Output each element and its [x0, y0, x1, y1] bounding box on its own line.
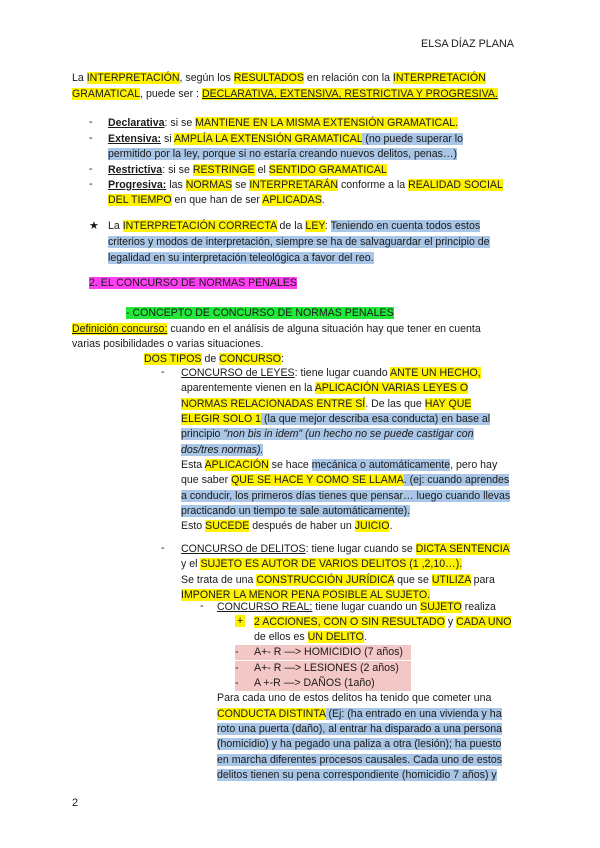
highlight-normas: NORMAS [185, 179, 233, 191]
type-text: : si se [164, 117, 196, 129]
highlight-interpretacion: INTERPRETACIÓN [86, 72, 180, 84]
delitos-text: que se [394, 574, 432, 586]
intro-text: en relación con la [303, 72, 393, 84]
example-text: A+- R —> LESIONES (2 años) [254, 662, 399, 674]
example-row-danos [235, 676, 411, 691]
type-text: conforme a la [338, 179, 409, 191]
blue-note: . (ej: cuando aprendes [403, 474, 510, 486]
leyes-text: aparentemente vienen en la [181, 382, 315, 394]
list-bullet: - [89, 132, 93, 144]
highlight-juicio: JUICIO [354, 520, 390, 532]
highlight-restringe: RESTRINGE [192, 164, 255, 176]
intro-text: La [72, 72, 87, 84]
list-bullet: - [161, 542, 165, 554]
example-bullet: - [235, 677, 239, 689]
star-text: de la [276, 220, 306, 232]
list-bullet: - [89, 163, 93, 175]
example-bullet: - [235, 662, 239, 674]
highlight-gramatical: GRAMATICAL [72, 88, 141, 100]
definition-text: : [280, 353, 284, 365]
label-concurso-delitos: CONCURSO de DELITOS [181, 543, 306, 555]
label-restrictiva: Restrictiva [108, 164, 163, 176]
highlight-aplicadas: APLICADAS [262, 194, 322, 206]
star-icon: ★ [89, 220, 99, 232]
label-progresiva: Progresiva: [108, 179, 167, 191]
label-concurso-leyes: CONCURSO de LEYES [181, 367, 295, 379]
page-header-author: ELSA DÍAZ PLANA [421, 38, 515, 50]
real-text: y [444, 616, 457, 628]
example-bullet: - [235, 646, 239, 658]
blue-note: a conducir, los primeros días tienes que pensar… luego cuando llevas [181, 490, 511, 502]
highlight-con-o-sin: CON O SIN RESULTADO [323, 616, 445, 628]
list-bullet: - [161, 366, 165, 378]
delitos-text: y el [181, 558, 201, 570]
leyes-text: : tiene lugar cuando [294, 367, 391, 379]
concept-heading [126, 307, 394, 319]
example-row-homicidio [235, 645, 411, 660]
highlight-sujeto-autor: SUJETO ES AUTOR DE VARIOS DELITOS (1 ,2,10…). [200, 558, 463, 570]
star-text: La [108, 220, 123, 232]
highlight-tiempo: DEL TIEMPO [108, 194, 172, 206]
highlight-un-delito: UN DELITO [307, 631, 364, 643]
real-text: tiene lugar cuando un [312, 601, 421, 613]
section-heading [89, 277, 297, 289]
definition-text: cuando en el análisis de alguna situación hay que tener en cuenta [167, 323, 481, 335]
highlight-dos-tipos: DOS TIPOS [144, 353, 202, 365]
leyes-text: . [389, 520, 393, 532]
highlight-2-acciones: 2 ACCIONES [254, 616, 318, 628]
blue-note: (homicidio) y ha pegado una paliza a otra (lesión); ha puesto [217, 738, 502, 750]
highlight-que-se-hace: QUE SE HACE Y COMO SE LLAMA [231, 474, 404, 486]
type-text: : si se [162, 164, 193, 176]
real-text: de ellos es [254, 631, 308, 643]
real-text: realiza [461, 601, 496, 613]
delitos-text: para [470, 574, 495, 586]
blue-note-italic: "non bis in idem" (un hecho no se puede castigar con [223, 428, 474, 440]
plus-bullet: + [237, 615, 244, 627]
highlight-sucede: SUCEDE [205, 520, 250, 532]
highlight-elegir-solo: ELEGIR SOLO 1 [181, 413, 262, 425]
highlight-aplicacion-varias: APLICACIÓN VARIAS LEYES O [314, 382, 469, 394]
section-title: 2. EL CONCURSO DE NORMAS PENALES [89, 277, 298, 289]
delitos-text: Se trata de una [181, 574, 257, 586]
blue-note: Teniendo en cuenta todos estos [330, 220, 481, 232]
star-text: : [324, 220, 331, 232]
blue-note: roto una puerta (daño), al entrar ha disparado a una persona [217, 723, 503, 735]
label-declarativa: Declarativa [108, 117, 165, 129]
highlight-conducta-distinta: CONDUCTA DISTINTA [217, 708, 326, 720]
highlight-construccion: CONSTRUCCIÓN JURÍDICA [256, 574, 395, 586]
example-text: A+- R —> HOMICIDIO (7 años) [254, 646, 403, 658]
highlight-aplicacion: APLICACIÓN [204, 459, 269, 471]
type-text: si [161, 133, 174, 145]
blue-note: en marcha diferentes procesos causales. Cada uno de estos [217, 754, 503, 766]
real-text: . [363, 631, 367, 643]
blue-note: delitos tienen su pena correspondiente (homicidio 7 años) y [217, 769, 497, 781]
highlight-amplia: AMPLÍA LA EXTENSIÓN GRAMATICAL [173, 133, 363, 145]
definition-text: de [201, 353, 220, 365]
leyes-text: . De las que [365, 398, 425, 410]
blue-note-italic: dos/tres normas). [181, 444, 264, 456]
highlight-comma: , [317, 616, 324, 628]
highlight-interpretaran: INTERPRETARÁN [249, 179, 338, 191]
highlight-ante-un-hecho: ANTE UN HECHO, [390, 367, 481, 379]
type-text: el [254, 164, 269, 176]
intro-text: , puede ser : [140, 88, 202, 100]
highlight-imponer: IMPONER LA MENOR PENA POSIBLE AL SUJETO. [181, 589, 431, 601]
page-number: 2 [72, 797, 79, 809]
highlight-utiliza: UTILIZA [431, 574, 471, 586]
blue-note: practicando un tiempo te sale automáticamente). [181, 505, 411, 517]
label-extensiva: Extensiva: [108, 133, 161, 145]
highlight-interpretacion-correcta: INTERPRETACIÓN CORRECTA [122, 220, 277, 232]
highlight-cada-uno: CADA UNO [456, 616, 512, 628]
highlight-concurso: CONCURSO [219, 353, 281, 365]
example-text: A +-R —> DAÑOS (1año) [254, 677, 375, 689]
blue-note: principio [181, 428, 224, 440]
real-text: Para cada uno de estos delitos ha tenido que cometer una [217, 692, 492, 704]
type-text: en que han de ser [171, 194, 263, 206]
highlight-normas-relacionadas: NORMAS RELACIONADAS ENTRE SÍ [181, 398, 366, 410]
leyes-text: después de haber un [249, 520, 355, 532]
blue-note: legalidad en su interpretación teleológica a favor del reo. [108, 252, 374, 264]
leyes-text: , pero hay [450, 459, 498, 471]
blue-note: (la que mejor describa esa conducta) en base al [261, 413, 491, 425]
delitos-text: : tiene lugar cuando se [305, 543, 416, 555]
list-bullet: - [200, 600, 204, 612]
highlight-types-list: DECLARATIVA, EXTENSIVA, RESTRICTIVA Y PROGRESIVA. [201, 88, 498, 100]
leyes-text: Esto [181, 520, 206, 532]
type-text: . [321, 194, 325, 206]
highlight-resultados: RESULTADOS [233, 72, 304, 84]
type-text: las [166, 179, 186, 191]
highlight-realidad: REALIDAD SOCIAL [408, 179, 503, 191]
highlight-sujeto: SUJETO [420, 601, 462, 613]
type-text: se [232, 179, 250, 191]
concept-title: - CONCEPTO DE CONCURSO DE NORMAS PENALES [126, 307, 394, 319]
blue-note: permitido por la ley, porque si no estaría creando nuevos delitos, penas…) [108, 148, 458, 160]
blue-note: (no puede superar lo [362, 133, 464, 145]
list-bullet: - [89, 116, 93, 128]
highlight-mantiene: MANTIENE EN LA MISMA EXTENSIÓN GRAMATICAL. [195, 117, 459, 129]
definition-text: varias posibilidades o varias situaciones. [72, 338, 264, 350]
highlight-interpretacion-2: INTERPRETACIÓN [392, 72, 486, 84]
definition-label: Definición concurso: [72, 323, 168, 335]
highlight-sentido: SENTIDO GRAMATICAL [268, 164, 387, 176]
highlight-dicta-sentencia: DICTA SENTENCIA [415, 543, 510, 555]
blue-note: criterios y modos de interpretación, siempre se ha de salvaguardar el principio de [108, 236, 490, 248]
label-concurso-real: CONCURSO REAL: [217, 601, 313, 613]
leyes-text: se hace [268, 459, 312, 471]
list-bullet: - [89, 178, 93, 190]
blue-note: mecánica o automáticamente [311, 459, 451, 471]
leyes-text: que saber [181, 474, 232, 486]
highlight-hay-que: HAY QUE [424, 398, 472, 410]
highlight-ley: LEY [305, 220, 325, 232]
leyes-text: Esta [181, 459, 205, 471]
blue-note: (Ej: (ha entrado en una vivienda y ha [325, 708, 502, 720]
example-row-lesiones [235, 661, 411, 676]
intro-text: , según los [179, 72, 234, 84]
